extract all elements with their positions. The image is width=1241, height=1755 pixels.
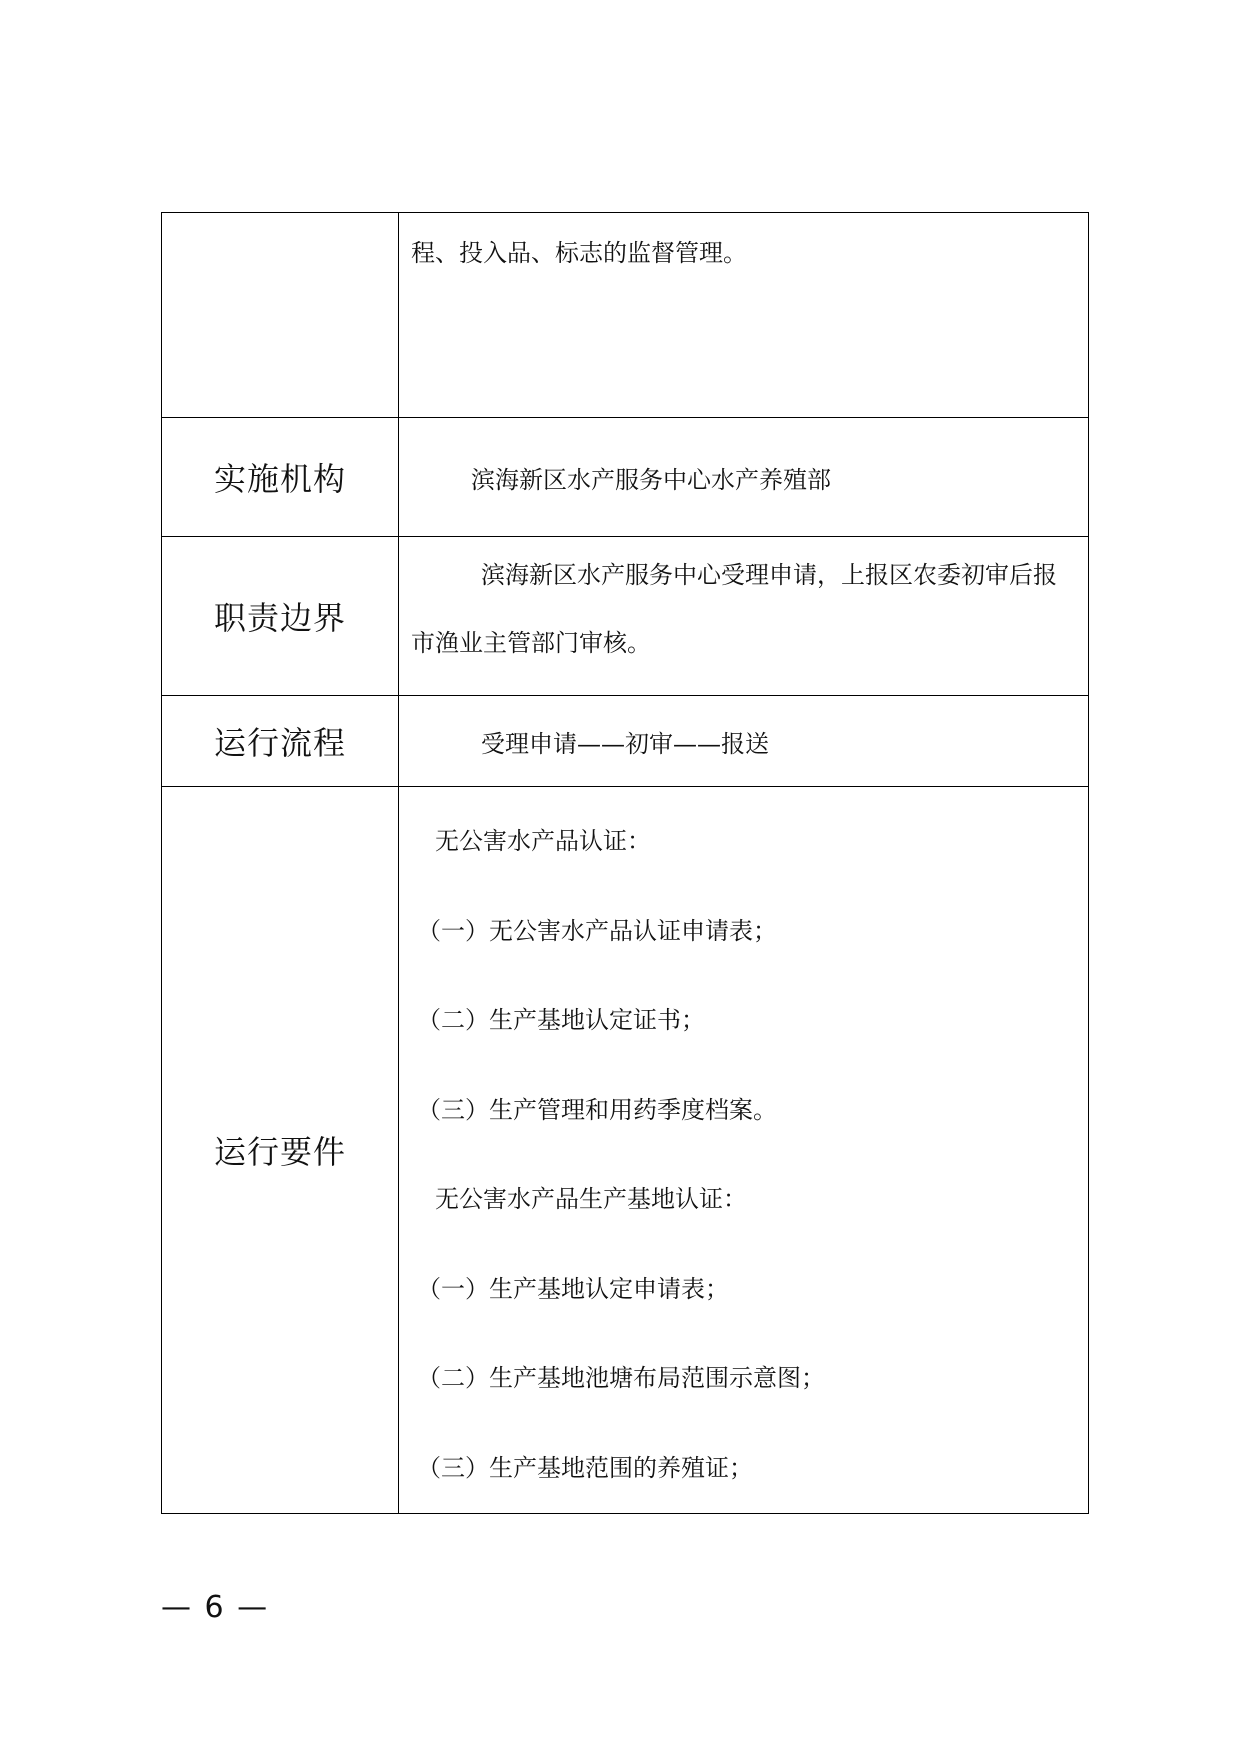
content-line: 市渔业主管部门审核。 <box>411 629 651 657</box>
row-content <box>399 213 1089 418</box>
content-line: 程、投入品、标志的监督管理。 <box>411 239 747 267</box>
row-label: 运行要件 <box>162 787 399 1514</box>
table-row <box>162 537 1089 696</box>
table-row <box>162 213 1089 418</box>
row-label <box>162 213 399 418</box>
table-row <box>162 696 1089 787</box>
content-line: （二）生产基地池塘布局范围示意图； <box>417 1364 825 1392</box>
table-row <box>162 418 1089 537</box>
content-line: 受理申请——初审——报送 <box>481 729 769 758</box>
content-line: （一）生产基地认定申请表； <box>417 1274 729 1303</box>
row-content <box>399 787 1089 1514</box>
row-content <box>399 418 1089 537</box>
row-label: 职责边界 <box>162 537 399 696</box>
content-line: 滨海新区水产服务中心水产养殖部 <box>471 465 831 494</box>
content-line: （三）生产管理和用药季度档案。 <box>417 1095 777 1124</box>
content-line: 无公害水产品认证： <box>435 827 651 855</box>
content-line: （一）无公害水产品认证申请表； <box>417 916 777 945</box>
content-line: （三）生产基地范围的养殖证； <box>417 1453 753 1482</box>
content-line: 滨海新区水产服务中心受理申请，上报区农委初审后报 <box>481 561 1057 589</box>
table-row <box>162 787 1089 1514</box>
row-content <box>399 696 1089 787</box>
content-line: 无公害水产品生产基地认证： <box>435 1185 747 1213</box>
responsibility-table <box>161 212 1089 1514</box>
content-line: （二）生产基地认定证书； <box>417 1006 705 1034</box>
row-label: 运行流程 <box>162 696 399 787</box>
row-content <box>399 537 1089 696</box>
row-label: 实施机构 <box>162 418 399 537</box>
page-number: — 6 — <box>161 1590 270 1625</box>
